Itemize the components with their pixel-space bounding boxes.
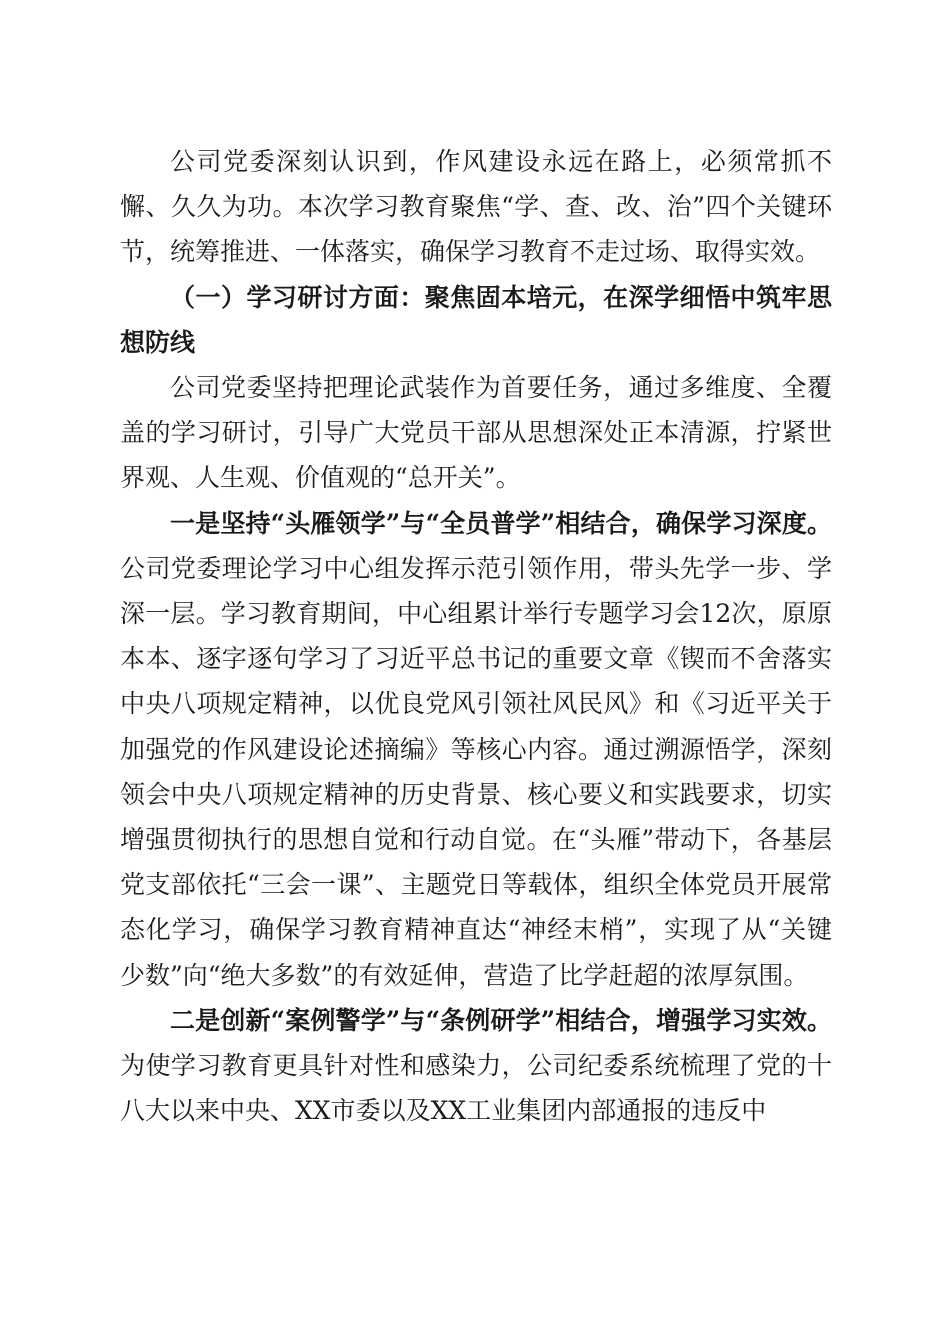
- point-one-text: 公司党委理论学习中心组发挥示范引领作用，带头先学一步、学深一层。学习教育期间，中心组累计举行专题学习会12次，原原本本、逐字逐句学习了习近平总书记的重要文章《锲而不舍落实中央八项规定精神，以优良党风引领社风民风》和《习近平关于加强党的作风建设论述摘编》等核心内容。通过溯源悟学，深刻领会中央八项规定精神的历史背景、核心要义和实践要求，切实增强贯彻执行的思想自觉和行动自觉。在“头雁”带动下，各基层党支部依托“三会一课”、主题党日等载体，组织全体党员开展常态化学习，确保学习教育精神直达“神经末梢”，实现了从“关键少数”向“绝大多数”的有效延伸，营造了比学赶超的浓厚氛围。: [120, 553, 832, 990]
- section-heading: [120, 275, 832, 365]
- section-intro-text: 公司党委坚持把理论武装作为首要任务，通过多维度、全覆盖的学习研讨，引导广大党员干部从思想深处正本清源，拧紧世界观、人生观、价值观的“总开关”。: [120, 373, 832, 493]
- document-body: [120, 139, 832, 1133]
- point-one-lead: 一是坚持“头雁领学”与“全员普学”相结合，确保学习深度。: [170, 508, 832, 538]
- section-intro-paragraph: [120, 365, 832, 501]
- point-two-paragraph: [120, 998, 832, 1134]
- point-one-paragraph: [120, 501, 832, 998]
- point-two-lead: 二是创新“案例警学”与“条例研学”相结合，增强学习实效。: [170, 1005, 832, 1035]
- intro-paragraph: [120, 139, 832, 275]
- section-heading-text: （一）学习研讨方面：聚焦固本培元，在深学细悟中筑牢思想防线: [120, 282, 832, 357]
- intro-paragraph-text: 公司党委深刻认识到，作风建设永远在路上，必须常抓不懈、久久为功。本次学习教育聚焦“学、查、改、治”四个关键环节，统筹推进、一体落实，确保学习教育不走过场、取得实效。: [120, 147, 832, 267]
- point-two-text: 为使学习教育更具针对性和感染力，公司纪委系统梳理了党的十八大以来中央、XX市委以及XX工业集团内部通报的违反中: [120, 1051, 832, 1126]
